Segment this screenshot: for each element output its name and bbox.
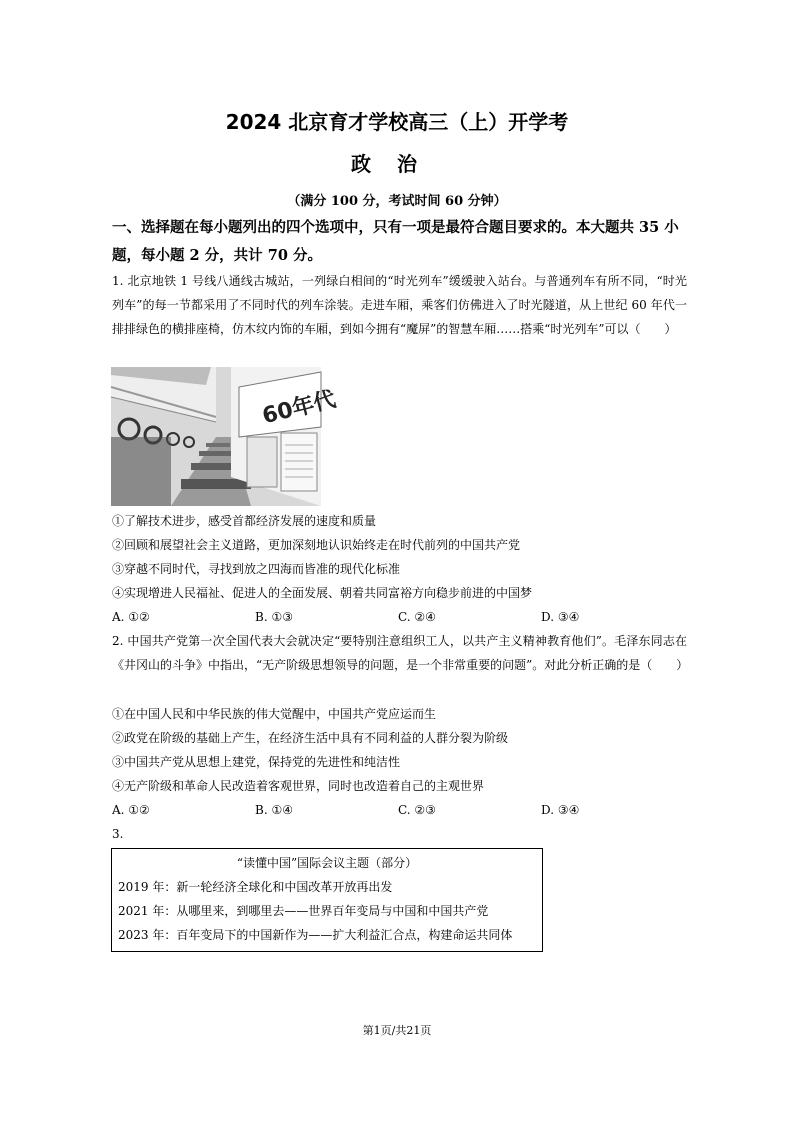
q1-statement-2: ②回顾和展望社会主义道路，更加深刻地认识始终走在时代前列的中国共产党: [112, 538, 521, 552]
q2-statement-2: ②政党在阶级的基础上产生，在经济生活中具有不同利益的人群分裂为阶级: [112, 731, 509, 745]
question-3-number: 3.: [112, 827, 124, 841]
q2-option-c[interactable]: C. ②③: [398, 803, 436, 817]
q2-statement-3: ③中国共产党从思想上建党，保持党的先进性和纯洁性: [112, 755, 401, 769]
theme-row-2021: 2021 年：从哪里来，到哪里去——世界百年变局与中国和中国共产党: [118, 904, 489, 918]
q2-option-b[interactable]: B. ①④: [255, 803, 293, 817]
q1-statement-4: ④实现增进人民福祉、促进人的全面发展、朝着共同富裕方向稳步前进的中国梦: [112, 586, 533, 600]
page-title: 2024 北京育才学校高三（上）开学考: [225, 110, 569, 134]
theme-row-2023: 2023 年：百年变局下的中国新作为——扩大利益汇合点，构建命运共同体: [118, 928, 513, 942]
q2-option-d[interactable]: D. ③④: [541, 803, 580, 817]
question-1-stem: 1. 北京地铁 1 号线八通线古城站，一列绿白相间的“时光列车”缓缓驶入站台。与普通列车有所不同，“时光列车”的每一节都采用了不同时代的列车涂装。走进车厢，乘客们仿佛进入了时光隧道，从上世纪 60 年代一排排绿色的横排座椅，仿木纹内饰的车厢，到如今拥有“魔屏”的智慧车厢……搭乘“时光列车”可以（ ）: [112, 274, 687, 336]
exam-info: （满分 100 分，考试时间 60 分钟）: [287, 194, 507, 209]
q2-statement-1: ①在中国人民和中华民族的伟大觉醒中，中国共产党应运而生: [112, 707, 437, 721]
q1-options: [112, 605, 687, 629]
question-2-stem: 2. 中国共产党第一次全国代表大会就决定“要特别注意组织工人，以共产主义精神教育他们”。毛泽东同志在《井冈山的斗争》中指出，“无产阶级思想领导的问题，是一个非常重要的问题”。对此分析正确的是（ ）: [112, 634, 689, 672]
q2-statement-4: ④无产阶级和革命人民改造着客观世界，同时也改造着自己的主观世界: [112, 779, 485, 793]
q1-statement-1: ①了解技术进步，感受首都经济发展的速度和质量: [112, 514, 377, 528]
q1-option-b[interactable]: B. ①③: [255, 610, 293, 624]
train-interior-image: [111, 367, 339, 506]
theme-row-2019: 2019 年：新一轮经济全球化和中国改革开放再出发: [118, 880, 393, 894]
q1-option-a[interactable]: A. ①②: [112, 610, 150, 624]
box-title: “读懂中国”国际会议主题（部分）: [236, 856, 418, 870]
q1-option-d[interactable]: D. ③④: [541, 610, 580, 624]
q1-option-c[interactable]: C. ②④: [398, 610, 436, 624]
conference-theme-box: [111, 848, 543, 952]
subject-title: 政治: [351, 152, 443, 176]
train-photo: [111, 367, 339, 506]
page-number: 第1页/共21页: [362, 1024, 432, 1037]
photo-caption: 60年代: [259, 386, 339, 430]
q2-option-a[interactable]: A. ①②: [112, 803, 150, 817]
section-heading: 一、选择题在每小题列出的四个选项中，只有一项是最符合题目要求的。本大题共 35 小题，每小题 2 分，共计 70 分。: [112, 219, 679, 264]
q2-options: [112, 798, 687, 822]
q1-statement-3: ③穿越不同时代，寻找到放之四海而皆准的现代化标准: [112, 562, 401, 576]
